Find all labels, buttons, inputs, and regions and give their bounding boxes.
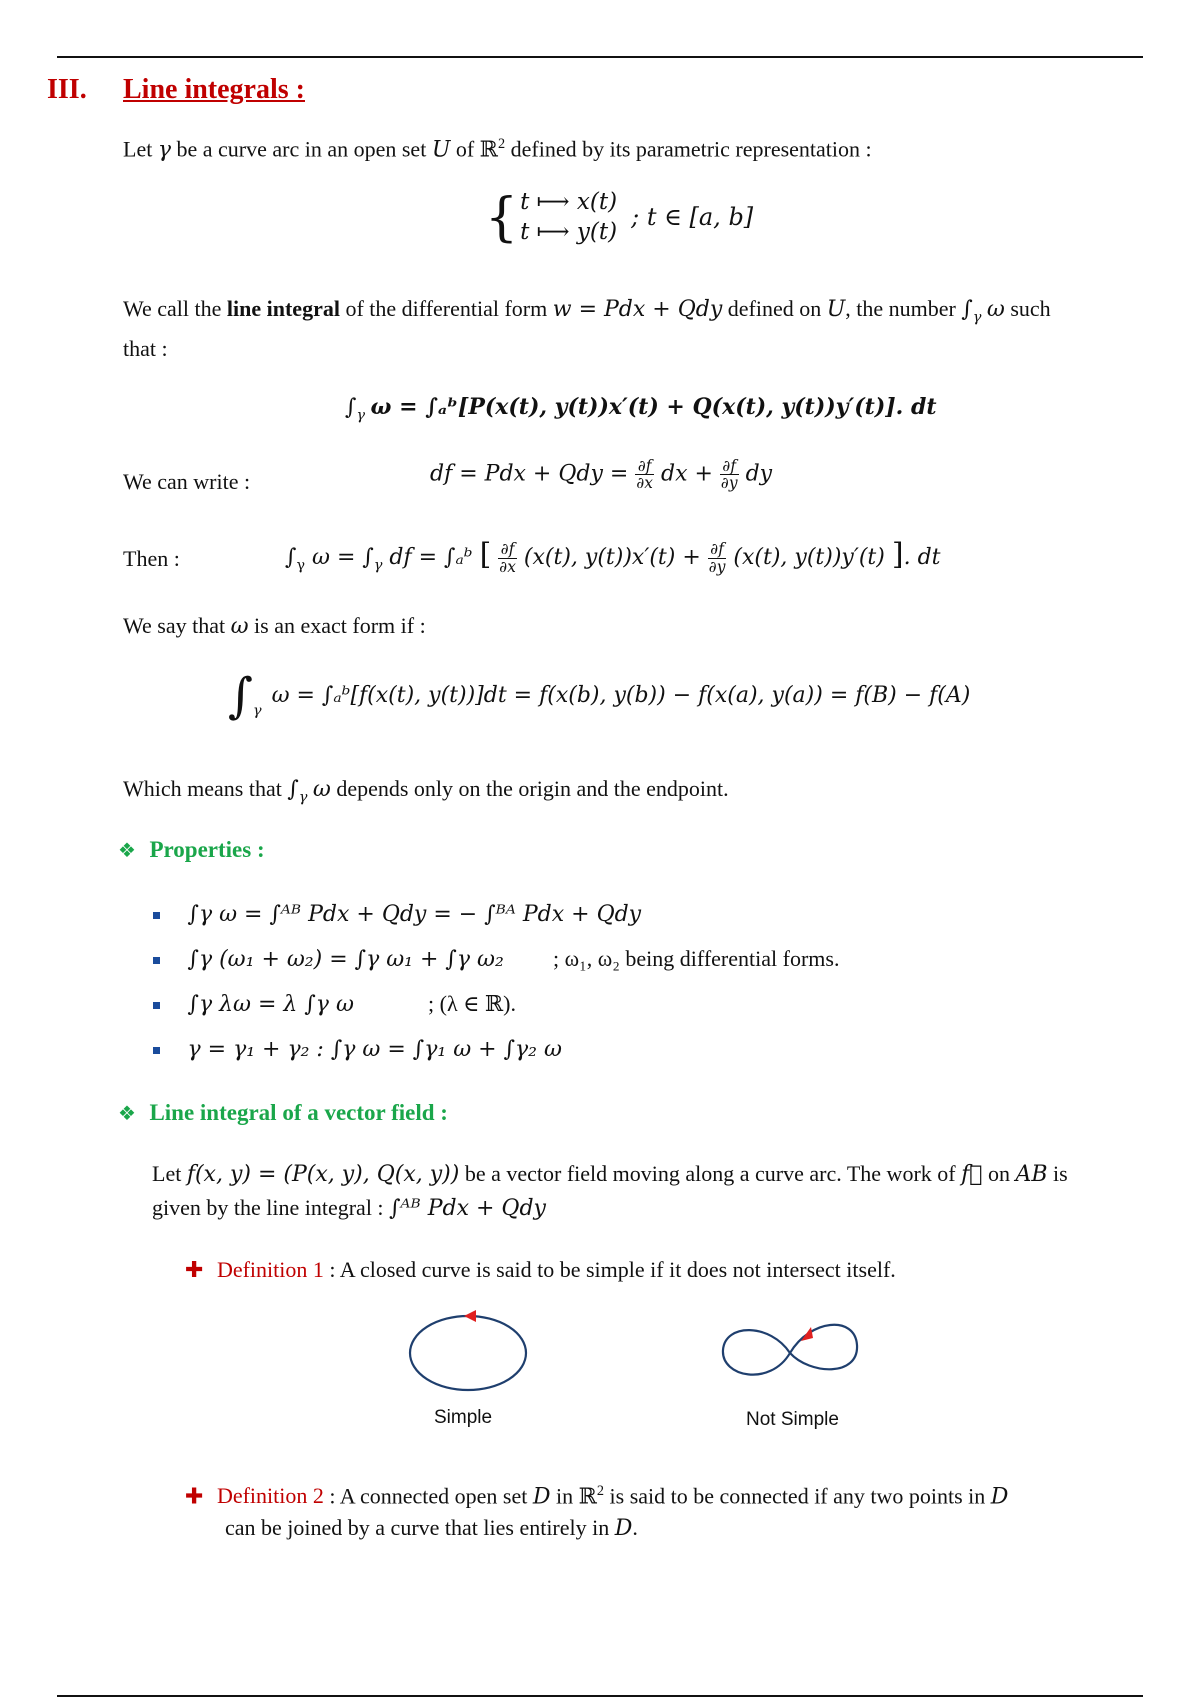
section-number: III. [47, 74, 87, 105]
list-item: ∫γ (ω₁ + ω₂) = ∫γ ω₁ + ∫γ ω₂ ; ω₁, ω₂ being differential forms. [153, 945, 641, 990]
total-differential-formula: df = Pdx + Qdy = $\frac{\partial f}{\partial x}$ dx + $\frac{\partial f}{\partial y}$ dy [430, 457, 773, 493]
simple-curve-figure [400, 1305, 540, 1405]
exact-form-sentence: We say that ω is an exact form if : [123, 613, 426, 639]
then-formula: $\int_\gamma$ $\omega = \int_\gamma$ df = ∫ₐᵇ [ $\frac{\partial f}{\partial x}$ (x(t), y(t))x′(t) + $\frac{\partial f}{\partial y}$ (x(t), y(t))y′(t) ]. dt [285, 537, 941, 576]
which-means-sentence: Which means that $\int_\gamma$ ω depends only on the origin and the endpoint. [123, 776, 729, 806]
diamond-bullet-icon: ❖ [118, 1101, 136, 1125]
partial-fraction-x: $\frac{\partial f}{\partial x}$ [636, 457, 653, 493]
square-bullet-icon [153, 1002, 160, 1009]
not-simple-curve-figure [715, 1305, 865, 1405]
properties-list [153, 900, 840, 1080]
partial-fraction-y: $\frac{\partial f}{\partial y}$ [708, 540, 726, 576]
list-item: ∫γ ω = ∫ᴬᴮ Pdx + Qdy = − ∫ᴮᴬ Pdx + Qdy [153, 900, 641, 945]
left-brace: { [485, 187, 519, 248]
direction-arrow-icon [464, 1310, 476, 1322]
figure-eight-curve [723, 1325, 857, 1375]
square-bullet-icon [153, 1047, 160, 1054]
partial-fraction-y: $\frac{\partial f}{\partial y}$ [720, 457, 738, 493]
integral-sign: $\int_\gamma$ [961, 297, 982, 326]
top-rule [57, 56, 1143, 58]
pointing-hand-icon: ✚ [185, 1258, 204, 1283]
properties-heading: ❖ Properties : [118, 837, 265, 862]
intro-paragraph: Let γ be a curve arc in an open set U of ℝ$^2$ defined by its parametric representation : [123, 136, 872, 163]
bottom-rule [57, 1695, 1143, 1697]
line-integral-definition: We call the line integral of the differential form w = Pdx + Qdy defined on U, the number $\int_\gamma$ ω such that : [123, 296, 1051, 361]
list-item: ∫γ λω = λ ∫γ ω ; (λ ∈ ℝ). [153, 990, 641, 1035]
diamond-bullet-icon: ❖ [118, 838, 136, 862]
then-label: Then : [123, 546, 180, 571]
exact-form-formula: ∫ γ ω = ∫ₐᵇ[f(x(t), y(t))]dt = f(x(b), y(b)) − f(x(a), y(a)) = f(B) − f(A) [228, 668, 971, 725]
we-can-write-label: We can write : [123, 469, 251, 494]
definition-1: ✚ Definition 1 : A closed curve is said to be simple if it does not intersect itself. [185, 1257, 896, 1283]
square-bullet-icon [153, 912, 160, 919]
direction-arrow-icon [801, 1327, 813, 1341]
partial-fraction-x: $\frac{\partial f}{\partial x}$ [499, 540, 516, 576]
simple-caption: Simple [434, 1407, 493, 1428]
parametric-system: { t ⟼ x(t) t ⟼ y(t) ; t ∈ [a, b] [485, 187, 754, 248]
vector-field-paragraph: Let f(x, y) = (P(x, y), Q(x, y)) be a vector field moving along a curve arc. The work of f⃗ on AB is given by the line integral : ∫ᴬᴮ Pdx + Qdy [152, 1161, 1068, 1221]
vector-field-heading: ❖ Line integral of a vector field : [118, 1100, 448, 1125]
pointing-hand-icon: ✚ [185, 1484, 204, 1510]
definition-2: ✚ Definition 2 : A connected open set D in ℝ$^2$ is said to be connected if any two points in D can be joined by a curve that lies entirely in D. [185, 1483, 1009, 1541]
not-simple-caption: Not Simple [746, 1409, 839, 1430]
simple-closed-curve [410, 1316, 526, 1390]
integral-sign: $\int_\gamma$ [345, 395, 366, 424]
section-title: Line integrals : [123, 74, 305, 105]
line-integral-formula: $\int_\gamma$ ω = ∫ₐᵇ[P(x(t), y(t))x′(t) + Q(x(t), y(t))y′(t)]. dt [345, 394, 937, 424]
square-bullet-icon [153, 957, 160, 964]
list-item: γ = γ₁ + γ₂ : ∫γ ω = ∫γ₁ ω + ∫γ₂ ω [153, 1035, 641, 1080]
